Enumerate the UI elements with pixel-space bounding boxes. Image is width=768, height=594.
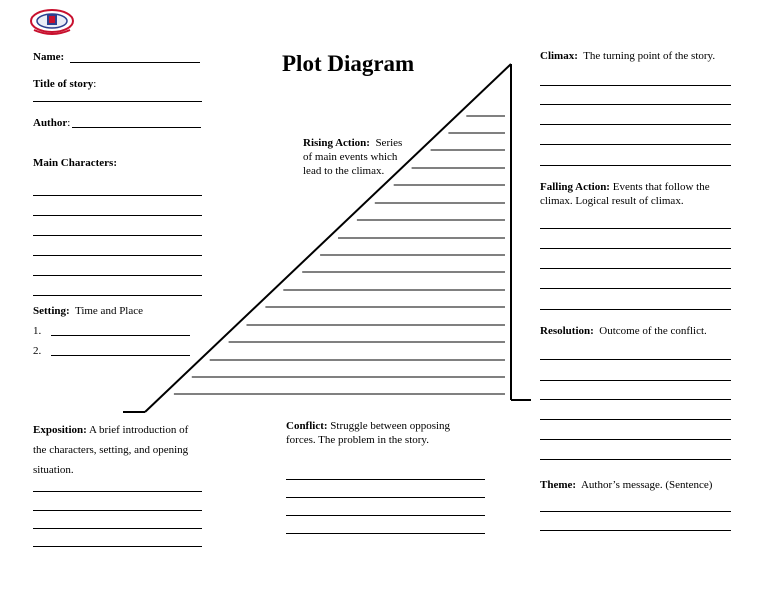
theme-line[interactable] (540, 511, 731, 512)
conflict-line-2: forces. The problem in the story. (286, 434, 429, 446)
conflict-line-1: Struggle between opposing (330, 420, 451, 432)
climax-line[interactable] (540, 104, 731, 105)
setting-item-1-label: 1. (33, 325, 42, 337)
rising-action-line-2: of main events which (303, 151, 398, 163)
resolution-line[interactable] (540, 419, 731, 420)
resolution-line[interactable] (540, 359, 731, 360)
title-of-story-colon: : (93, 78, 97, 90)
climax-line[interactable] (540, 144, 731, 145)
resolution-label: Resolution: (540, 325, 594, 337)
page-title: Plot Diagram (282, 51, 415, 76)
exposition-line-3: situation. (33, 464, 74, 476)
exposition-line[interactable] (33, 510, 202, 511)
climax-text (540, 49, 715, 63)
main-characters-line[interactable] (33, 255, 202, 256)
title-of-story-label (33, 77, 96, 91)
falling-action-line[interactable] (540, 288, 731, 289)
falling-action-line[interactable] (540, 268, 731, 269)
exposition-line[interactable] (33, 528, 202, 529)
falling-action-line[interactable] (540, 248, 731, 249)
exposition-line[interactable] (33, 546, 202, 547)
theme-text (540, 478, 712, 492)
theme-line[interactable] (540, 530, 731, 531)
main-characters-line[interactable] (33, 215, 202, 216)
setting-label: Setting: (33, 305, 70, 317)
author-label (33, 116, 70, 130)
rising-action-line-3: lead to the climax. (303, 165, 385, 177)
author-field[interactable] (72, 127, 201, 128)
conflict-line[interactable] (286, 533, 485, 534)
resolution-description: Outcome of the conflict. (599, 325, 707, 337)
falling-action-line[interactable] (540, 309, 731, 310)
falling-action-line-2: climax. Logical result of climax. (540, 195, 684, 207)
conflict-line[interactable] (286, 515, 485, 516)
resolution-line[interactable] (540, 399, 731, 400)
theme-description: Author’s message. (Sentence) (580, 479, 713, 491)
climax-label: Climax: (540, 50, 578, 62)
name-field[interactable] (70, 62, 200, 63)
climax-line[interactable] (540, 165, 731, 166)
setting-field-2[interactable] (51, 355, 190, 356)
conflict-label: Conflict: (286, 420, 328, 432)
climax-line[interactable] (540, 124, 731, 125)
exposition-line[interactable] (33, 491, 202, 492)
setting-heading (33, 304, 143, 318)
resolution-line[interactable] (540, 459, 731, 460)
name-label: Name: (33, 51, 65, 63)
title-of-story-field[interactable] (33, 101, 202, 102)
rising-action-text (303, 136, 402, 178)
resolution-text (540, 324, 707, 338)
falling-action-label: Falling Action: (540, 181, 610, 193)
exposition-label: Exposition: (33, 424, 87, 436)
author-colon: : (67, 117, 71, 129)
exposition-line-2: the characters, setting, and opening (33, 444, 189, 456)
climax-description: The turning point of the story. (583, 50, 716, 62)
exposition-text (33, 420, 188, 480)
conflict-text (286, 419, 450, 447)
setting-item-2-label: 2. (33, 345, 42, 357)
exposition-line-1: A brief introduction of (88, 424, 189, 436)
resolution-line[interactable] (540, 439, 731, 440)
author-label-text: Author (33, 117, 68, 129)
main-characters-line[interactable] (33, 275, 202, 276)
rising-action-line-1: Series (375, 137, 403, 149)
falling-action-text (540, 180, 710, 208)
setting-text: Time and Place (74, 305, 144, 317)
title-of-story-label-text: Title of story (33, 78, 94, 90)
falling-action-line[interactable] (540, 228, 731, 229)
main-characters-line[interactable] (33, 195, 202, 196)
main-characters-label: Main Characters: (33, 157, 118, 169)
rising-action-label: Rising Action: (303, 137, 370, 149)
climax-line[interactable] (540, 85, 731, 86)
theme-label: Theme: (540, 479, 577, 491)
main-characters-line[interactable] (33, 295, 202, 296)
conflict-line[interactable] (286, 497, 485, 498)
conflict-line[interactable] (286, 479, 485, 480)
resolution-line[interactable] (540, 380, 731, 381)
main-characters-line[interactable] (33, 235, 202, 236)
setting-field-1[interactable] (51, 335, 190, 336)
falling-action-line-1: Events that follow the (612, 181, 710, 193)
